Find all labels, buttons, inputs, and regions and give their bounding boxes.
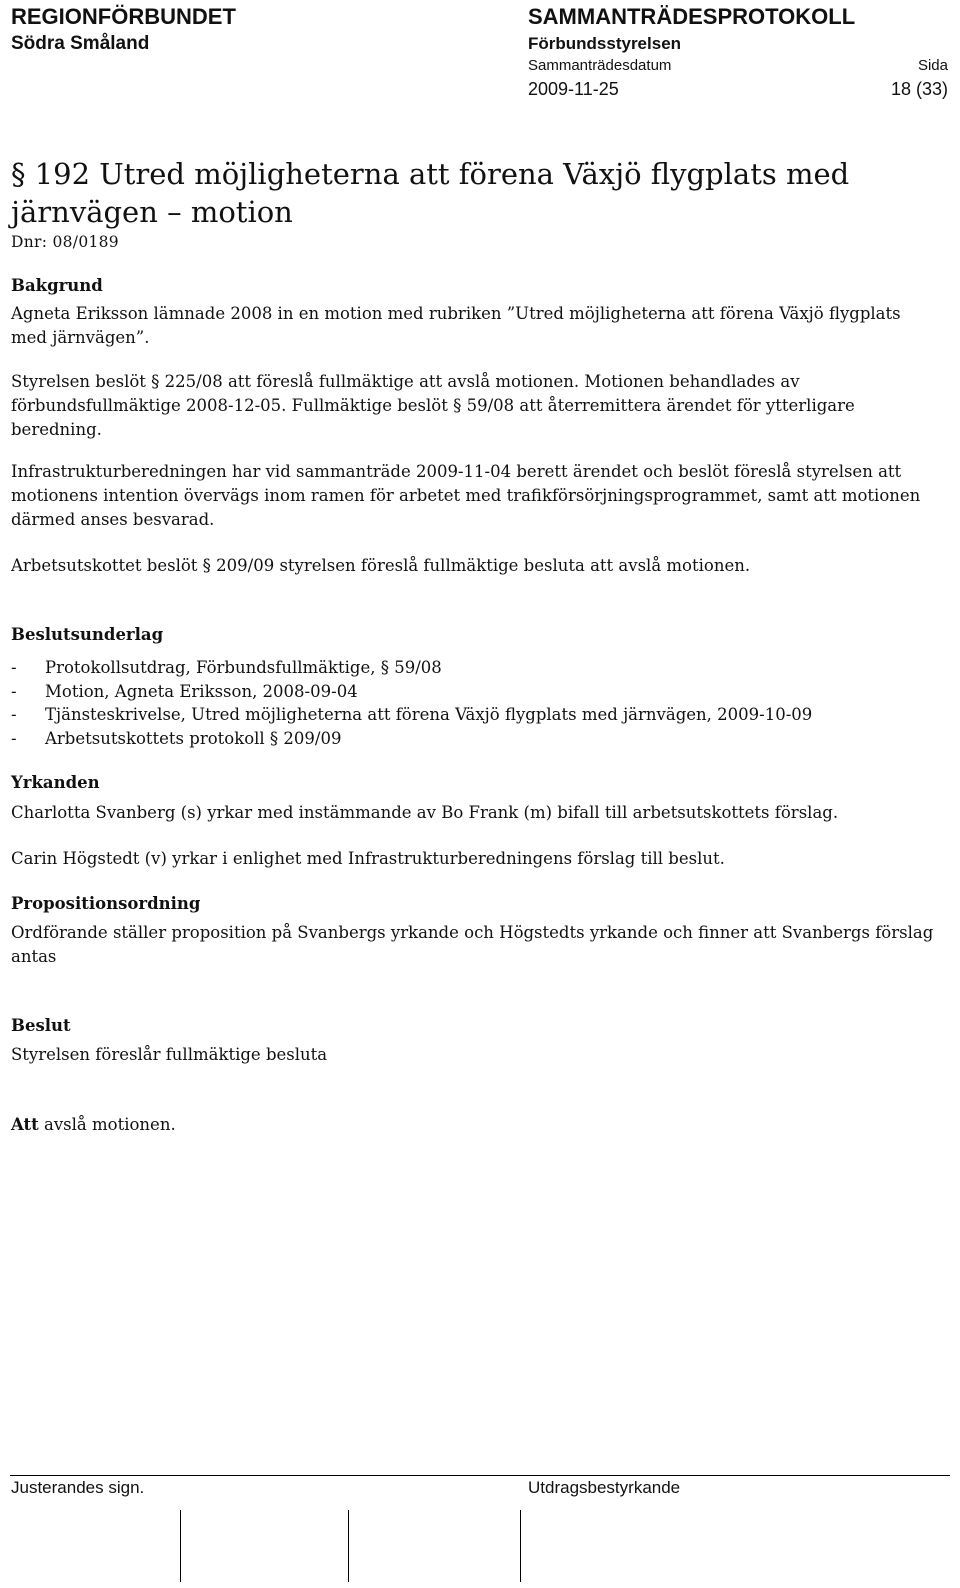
list-bullet: - xyxy=(11,728,17,748)
background-paragraph-2: Styrelsen beslöt § 225/08 att föreslå fullmäktige att avslå motionen. Motionen behandlades av förbundsfullmäktige 2008-12-05. Fullmäktige beslöt § 59/08 att återremittera ärendet för ytterligare beredning. xyxy=(11,372,855,439)
list-item-text: Tjänsteskrivelse, Utred möjligheterna att förena Växjö flygplats med järnvägen, 2009-10-09 xyxy=(45,705,813,724)
board-name: Förbundsstyrelsen xyxy=(528,34,682,53)
heading-decision-basis: Beslutsunderlag xyxy=(11,625,164,644)
background-paragraph-3: Infrastrukturberedningen har vid sammanträde 2009-11-04 berett ärendet och beslöt föreslå styrelsen att motionens intention övervägs inom ramen för arbetet med trafikförsörjningsprogrammet, samt att motionen därmed anses besvarad. xyxy=(11,462,921,529)
heading-proposition: Propositionsordning xyxy=(11,894,201,913)
heading-motions: Yrkanden xyxy=(11,773,100,792)
heading-decision: Beslut xyxy=(11,1016,71,1035)
motions-paragraph-1: Charlotta Svanberg (s) yrkar med instämmande av Bo Frank (m) bifall till arbetsutskottets förslag. xyxy=(11,803,839,822)
list-item xyxy=(11,680,941,704)
document-type: SAMMANTRÄDESPROTOKOLL xyxy=(528,4,856,29)
page-title: § 192 Utred möjligheterna att förena Växjö flygplats med järnvägen – motion xyxy=(11,157,850,229)
region-name: Södra Småland xyxy=(11,33,150,54)
decision-text: avslå motionen. xyxy=(44,1115,176,1134)
list-bullet: - xyxy=(11,705,17,724)
case-number: Dnr: 08/0189 xyxy=(11,233,119,251)
heading-background: Bakgrund xyxy=(11,276,103,295)
decision-att: Att xyxy=(11,1115,39,1134)
date-label: Sammanträdesdatum xyxy=(528,57,672,74)
footer-divider xyxy=(10,1475,950,1476)
list-item-text: Protokollsutdrag, Förbundsfullmäktige, § 59/08 xyxy=(45,658,442,677)
list-bullet: - xyxy=(11,658,17,677)
list-item xyxy=(11,656,941,680)
page-number: 18 (33) xyxy=(890,79,948,99)
list-item xyxy=(11,703,941,727)
signature-box-divider xyxy=(348,1510,349,1582)
list-item-text: Arbetsutskottets protokoll § 209/09 xyxy=(45,728,342,748)
extract-certification-label: Utdragsbestyrkande xyxy=(528,1478,681,1497)
decision-paragraph: Styrelsen föreslår fullmäktige besluta xyxy=(11,1045,328,1064)
motions-paragraph-2: Carin Högstedt (v) yrkar i enlighet med Infrastrukturberedningens förslag till beslut. xyxy=(11,849,725,868)
organization-name: REGIONFÖRBUNDET xyxy=(11,4,236,29)
signature-box-divider xyxy=(180,1510,181,1582)
proposition-paragraph: Ordförande ställer proposition på Svanbergs yrkande och Högstedts yrkande och finner att Svanbergs förslag antas xyxy=(11,923,934,966)
list-bullet: - xyxy=(11,681,17,701)
list-item xyxy=(11,727,941,751)
decision-basis-list xyxy=(11,656,941,750)
signature-box-divider xyxy=(520,1510,521,1582)
decision-statement xyxy=(11,1113,941,1137)
meeting-date: 2009-11-25 xyxy=(528,79,619,99)
signature-label: Justerandes sign. xyxy=(11,1478,145,1497)
page-label: Sida xyxy=(917,57,948,74)
background-paragraph-1: Agneta Eriksson lämnade 2008 in en motion med rubriken ”Utred möjligheterna att förena Växjö flygplats med järnvägen”. xyxy=(11,304,901,347)
background-paragraph-4: Arbetsutskottet beslöt § 209/09 styrelsen föreslå fullmäktige besluta att avslå motionen. xyxy=(11,556,751,575)
list-item-text: Motion, Agneta Eriksson, 2008-09-04 xyxy=(45,681,358,701)
